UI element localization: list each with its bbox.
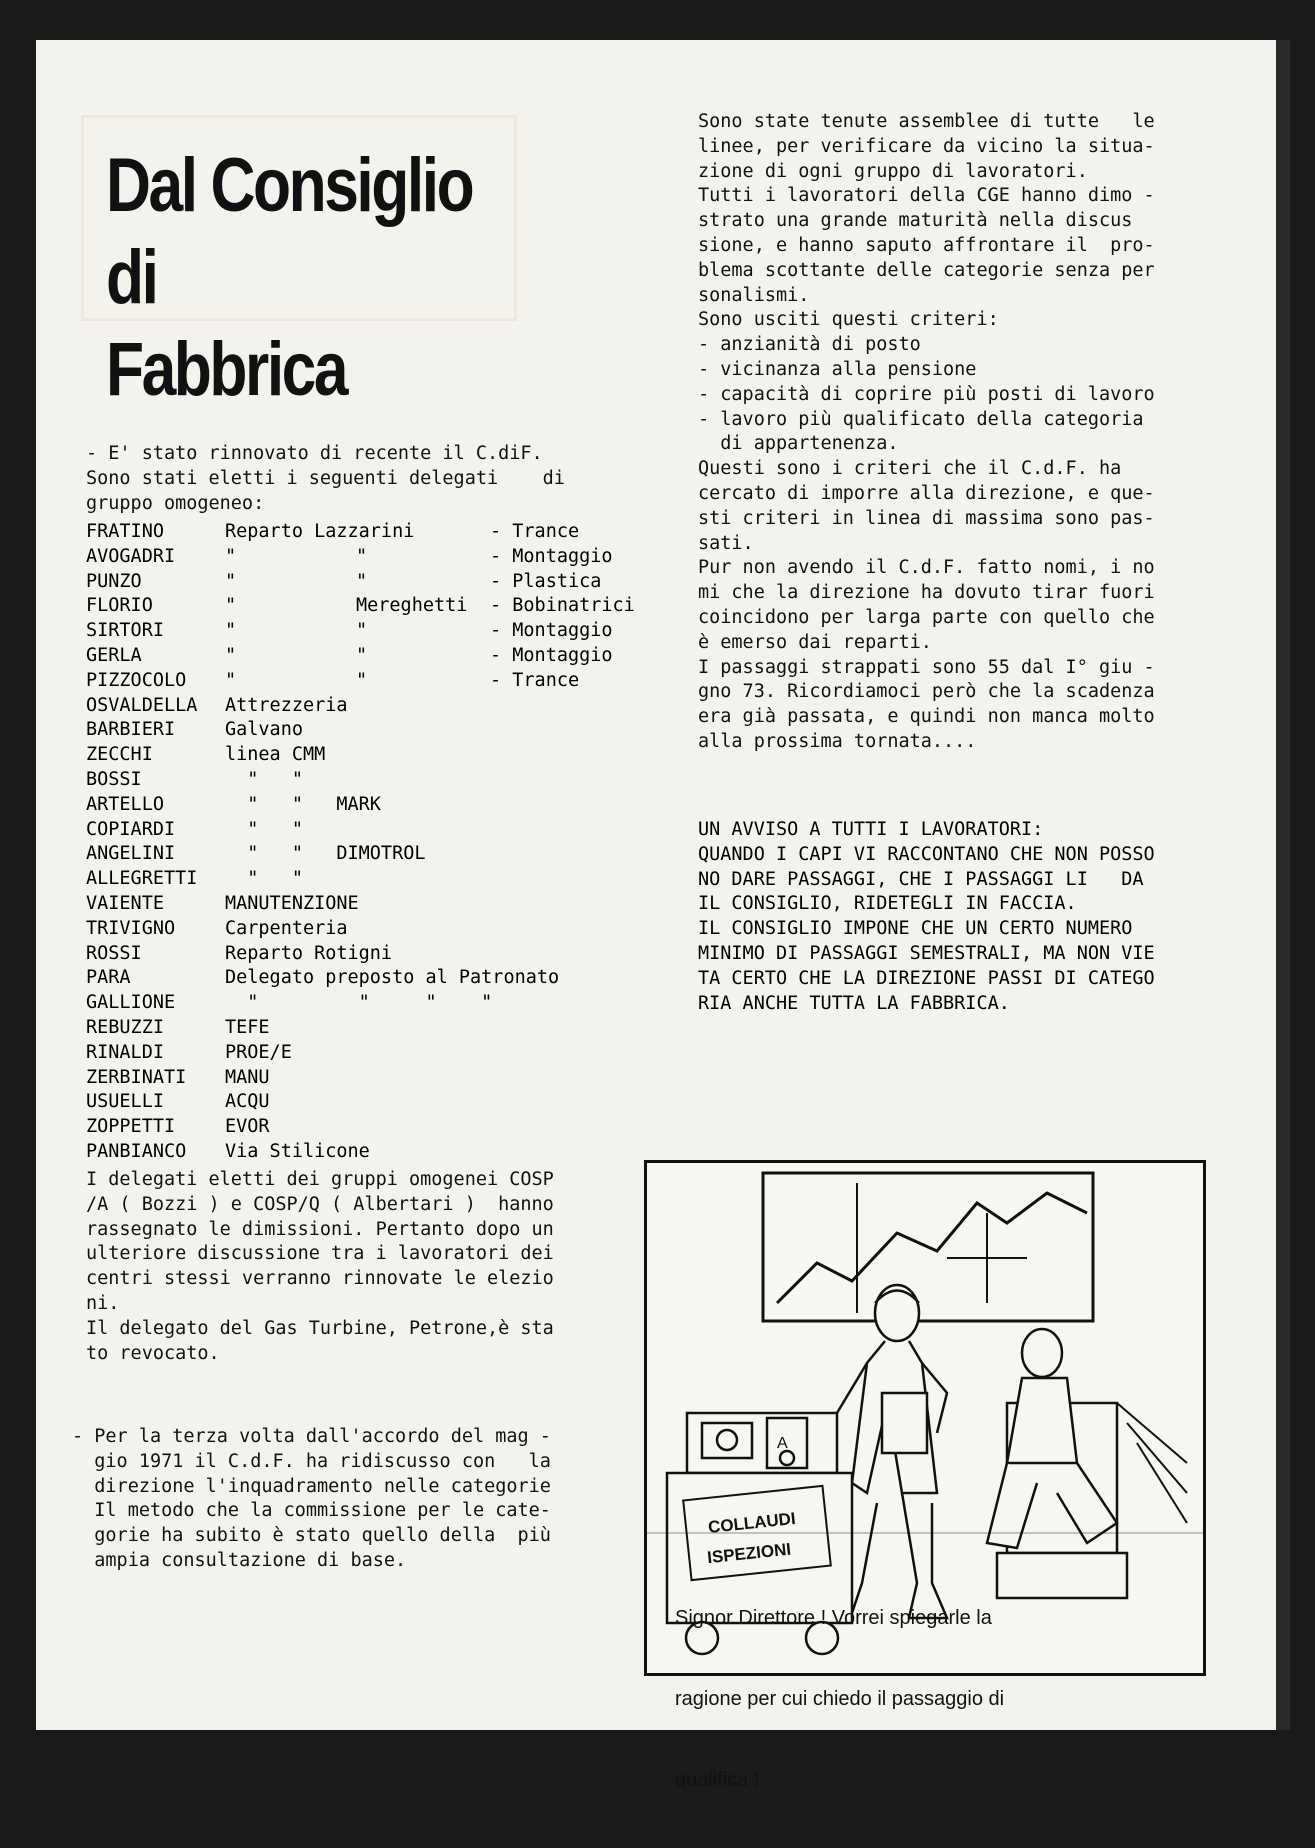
delegate-name: FRATINO (86, 521, 164, 542)
delegate-name: TRIVIGNO (86, 917, 176, 939)
right-column-line: cercato di imporre alla direzione, e que- (698, 483, 1155, 504)
notice-line: IL CONSIGLIO, RIDETEGLI IN FACCIA. (698, 893, 1077, 915)
right-column-line: Tutti i lavoratori della CGE hanno dimo - (698, 185, 1155, 207)
notice-line: MINIMO DI PASSAGGI SEMESTRALI, MA NON VIE (698, 942, 1155, 964)
delegate-name: ROSSI (86, 942, 142, 964)
right-column-line: gno 73. Ricordiamoci però che la scadenza (698, 681, 1155, 703)
delegate-unit: linea CMM (225, 744, 326, 766)
categories-line: direzione l'inquadramento nelle categorie (72, 1475, 551, 1497)
right-column-line: Pur non avendo il C.d.F. fatto nomi, i no (698, 557, 1155, 579)
delegate-name: ZERBINATI (86, 1066, 187, 1088)
categories-line: gorie ha subito è stato quello della più (72, 1525, 551, 1547)
delegate-name: OSVALDELLA (86, 694, 198, 716)
delegate-unit: " " MARK (225, 793, 381, 815)
delegate-department: - Montaggio (490, 644, 613, 666)
delegate-name: PUNZO (86, 570, 142, 592)
right-column-line: mi che la direzione ha dovuto tirar fuori (698, 582, 1155, 604)
page-edge (1276, 40, 1290, 1730)
delegate-unit: Reparto Rotigni (225, 942, 393, 964)
delegate-name: USUELLI (86, 1091, 164, 1113)
categories-line: ampia consultazione di base. (72, 1550, 407, 1571)
title-line-1: Dal Consiglio di (106, 143, 473, 320)
delegate-unit: Reparto Lazzarini (225, 521, 415, 542)
right-column-line: - lavoro più qualificato della categoria (698, 408, 1144, 430)
machine-label: A (777, 1435, 788, 1452)
right-column-line: - anzianità di posto (698, 334, 921, 356)
delegate-subunit: " (356, 545, 368, 567)
right-column-line: zione di ogni gruppo di lavoratori. (698, 160, 1088, 182)
intro-line-1: - E' stato rinnovato di recente il C.diF. (86, 443, 543, 464)
notice-line: NO DARE PASSAGGI, CHE I PASSAGGI LI DA (698, 868, 1144, 890)
title-line-2: Fabbrica (106, 327, 347, 412)
delegate-name: PIZZOCOLO (86, 669, 187, 691)
caption-line-3: qualifica ! (675, 1769, 760, 1791)
delegate-department: - Trance (490, 521, 580, 542)
cartoon-illustration (644, 1160, 1206, 1791)
resignations-line: Il delegato del Gas Turbine, Petrone,è sta (86, 1317, 554, 1339)
delegate-unit: Attrezzeria (225, 694, 348, 716)
right-column-line: sti criteri in linea di massima sono pas- (698, 507, 1155, 529)
resignations-line: centri stessi verranno rinnovate le elezio (86, 1268, 554, 1290)
delegate-name: FLORIO (86, 595, 153, 617)
right-column-line: alla prossima tornata.... (698, 731, 977, 752)
delegate-unit: " (225, 644, 237, 666)
delegate-unit: " (225, 570, 237, 592)
intro-line-2: Sono stati eletti i seguenti delegati di (86, 468, 565, 489)
resignations-line: to revocato. (86, 1342, 220, 1364)
notice-line: UN AVVISO A TUTTI I LAVORATORI: (698, 819, 1044, 840)
delegate-unit: " (225, 545, 237, 567)
delegate-name: PARA (86, 967, 131, 989)
resignations-line: I delegati eletti dei gruppi omogenei COSP (86, 1169, 554, 1190)
right-column-line: I passaggi strappati sono 55 dal I° giu - (698, 656, 1155, 678)
delegate-name: VAIENTE (86, 892, 164, 914)
delegate-name: ZECCHI (86, 744, 153, 766)
delegate-name: BOSSI (86, 768, 142, 790)
wall-chart-line (777, 1193, 1087, 1303)
notice-line: QUANDO I CAPI VI RACCONTANO CHE NON POSSO (698, 843, 1155, 865)
delegate-unit: MANUTENZIONE (225, 892, 359, 914)
delegate-name: GERLA (86, 644, 142, 666)
trolley-sign-line-1: COLLAUDI (707, 1508, 797, 1538)
delegate-name: REBUZZI (86, 1016, 164, 1038)
delegate-unit: EVOR (225, 1116, 270, 1138)
right-column-line: sione, e hanno saputo affrontare il pro- (698, 235, 1155, 256)
magazine-page (36, 40, 1276, 1791)
right-column-line: sati. (698, 532, 754, 554)
categories-line: - Per la terza volta dall'accordo del mag - (72, 1426, 551, 1447)
delegate-name: BARBIERI (86, 719, 176, 741)
caption-line-2: ragione per cui chiedo il passaggio di (675, 1688, 1005, 1710)
delegate-unit: MANU (225, 1066, 270, 1088)
right-column-line: Questi sono i criteri che il C.d.F. ha (698, 458, 1122, 480)
delegate-name: GALLIONE (86, 992, 176, 1014)
categories-line: Il metodo che la commissione per le cate- (72, 1500, 551, 1522)
right-column-line: sonalismi. (698, 284, 810, 306)
delegate-name: AVOGADRI (86, 545, 176, 567)
delegate-name: ALLEGRETTI (86, 868, 198, 890)
caption-line-1: Signor Direttore ! Vorrei spiegarle la (675, 1607, 992, 1629)
article-title (106, 140, 532, 416)
resignations-line: rassegnato le dimissioni. Pertanto dopo un (86, 1218, 554, 1240)
delegate-subunit: " (356, 570, 368, 592)
delegate-unit: " " (225, 818, 303, 840)
right-column-line: è emerso dai reparti. (698, 631, 932, 653)
delegate-department: - Montaggio (490, 545, 613, 567)
right-column-line: coincidono per larga parte con quello che (698, 607, 1155, 628)
delegate-unit: " " " " (225, 992, 493, 1014)
delegate-unit: Delegato preposto al Patronato (225, 967, 560, 989)
delegate-department: - Trance (490, 669, 580, 691)
delegate-unit: " " (225, 768, 303, 790)
delegate-department: - Bobinatrici (490, 595, 635, 617)
delegate-unit: TEFE (225, 1016, 270, 1038)
delegate-name: ANGELINI (86, 843, 176, 865)
cartoon-caption (675, 1551, 1195, 1848)
notice-to-workers (698, 818, 1155, 1016)
right-column-line: - capacità di coprire più posti di lavoro (698, 383, 1155, 405)
right-column-line: Sono usciti questi criteri: (698, 309, 999, 331)
resignations-line: ulteriore discussione tra i lavoratori dei (86, 1243, 554, 1265)
delegate-name: COPIARDI (86, 818, 176, 840)
delegate-unit: PROE/E (225, 1041, 292, 1063)
delegate-subunit: " (356, 620, 368, 642)
intro-line-3: gruppo omogeneo: (86, 493, 265, 514)
delegate-unit: Galvano (225, 719, 303, 741)
right-column-line: Sono state tenute assemblee di tutte le (698, 111, 1155, 132)
delegate-unit: " (225, 620, 237, 642)
delegate-subunit: " (356, 669, 368, 691)
delegate-unit: ACQU (225, 1091, 270, 1113)
delegate-subunit: " (356, 644, 368, 666)
delegate-name: SIRTORI (86, 620, 164, 642)
right-column-line: - vicinanza alla pensione (698, 359, 977, 380)
delegate-unit: " " DIMOTROL (225, 843, 426, 865)
resignations-line: /A ( Bozzi ) e COSP/Q ( Albertari ) hanno (86, 1193, 554, 1215)
delegate-unit: Carpenteria (225, 917, 348, 939)
delegate-name: PANBIANCO (86, 1140, 187, 1162)
right-column-line: linee, per verificare da vicino la situa- (698, 135, 1155, 157)
delegate-unit: " (225, 669, 237, 691)
notice-line: RIA ANCHE TUTTA LA FABBRICA. (698, 992, 1010, 1014)
right-column-line: blema scottante delle categorie senza per (698, 259, 1155, 281)
delegate-department: - Plastica (490, 570, 602, 592)
categories-line: gio 1971 il C.d.F. ha ridiscusso con la (72, 1450, 551, 1472)
delegate-unit: " " (225, 868, 303, 890)
right-column-line: di appartenenza. (698, 433, 899, 455)
trolley-sign-line-2: ISPEZIONI (706, 1539, 792, 1568)
delegate-unit: " (225, 595, 237, 617)
notice-line: IL CONSIGLIO IMPONE CHE UN CERTO NUMERO (698, 918, 1133, 940)
delegate-name: ZOPPETTI (86, 1116, 176, 1138)
delegate-unit: Via Stilicone (225, 1140, 370, 1162)
delegate-department: - Montaggio (490, 620, 613, 642)
notice-line: TA CERTO CHE LA DIREZIONE PASSI DI CATEGO (698, 967, 1155, 989)
delegate-subunit: Mereghetti (356, 595, 468, 617)
resignations-line: ni. (86, 1293, 120, 1314)
delegate-name: ARTELLO (86, 793, 164, 815)
delegate-name: RINALDI (86, 1041, 164, 1063)
right-column-line: era già passata, e quindi non manca molto (698, 706, 1155, 728)
right-column-line: strato una grande maturità nella discus (698, 210, 1133, 232)
